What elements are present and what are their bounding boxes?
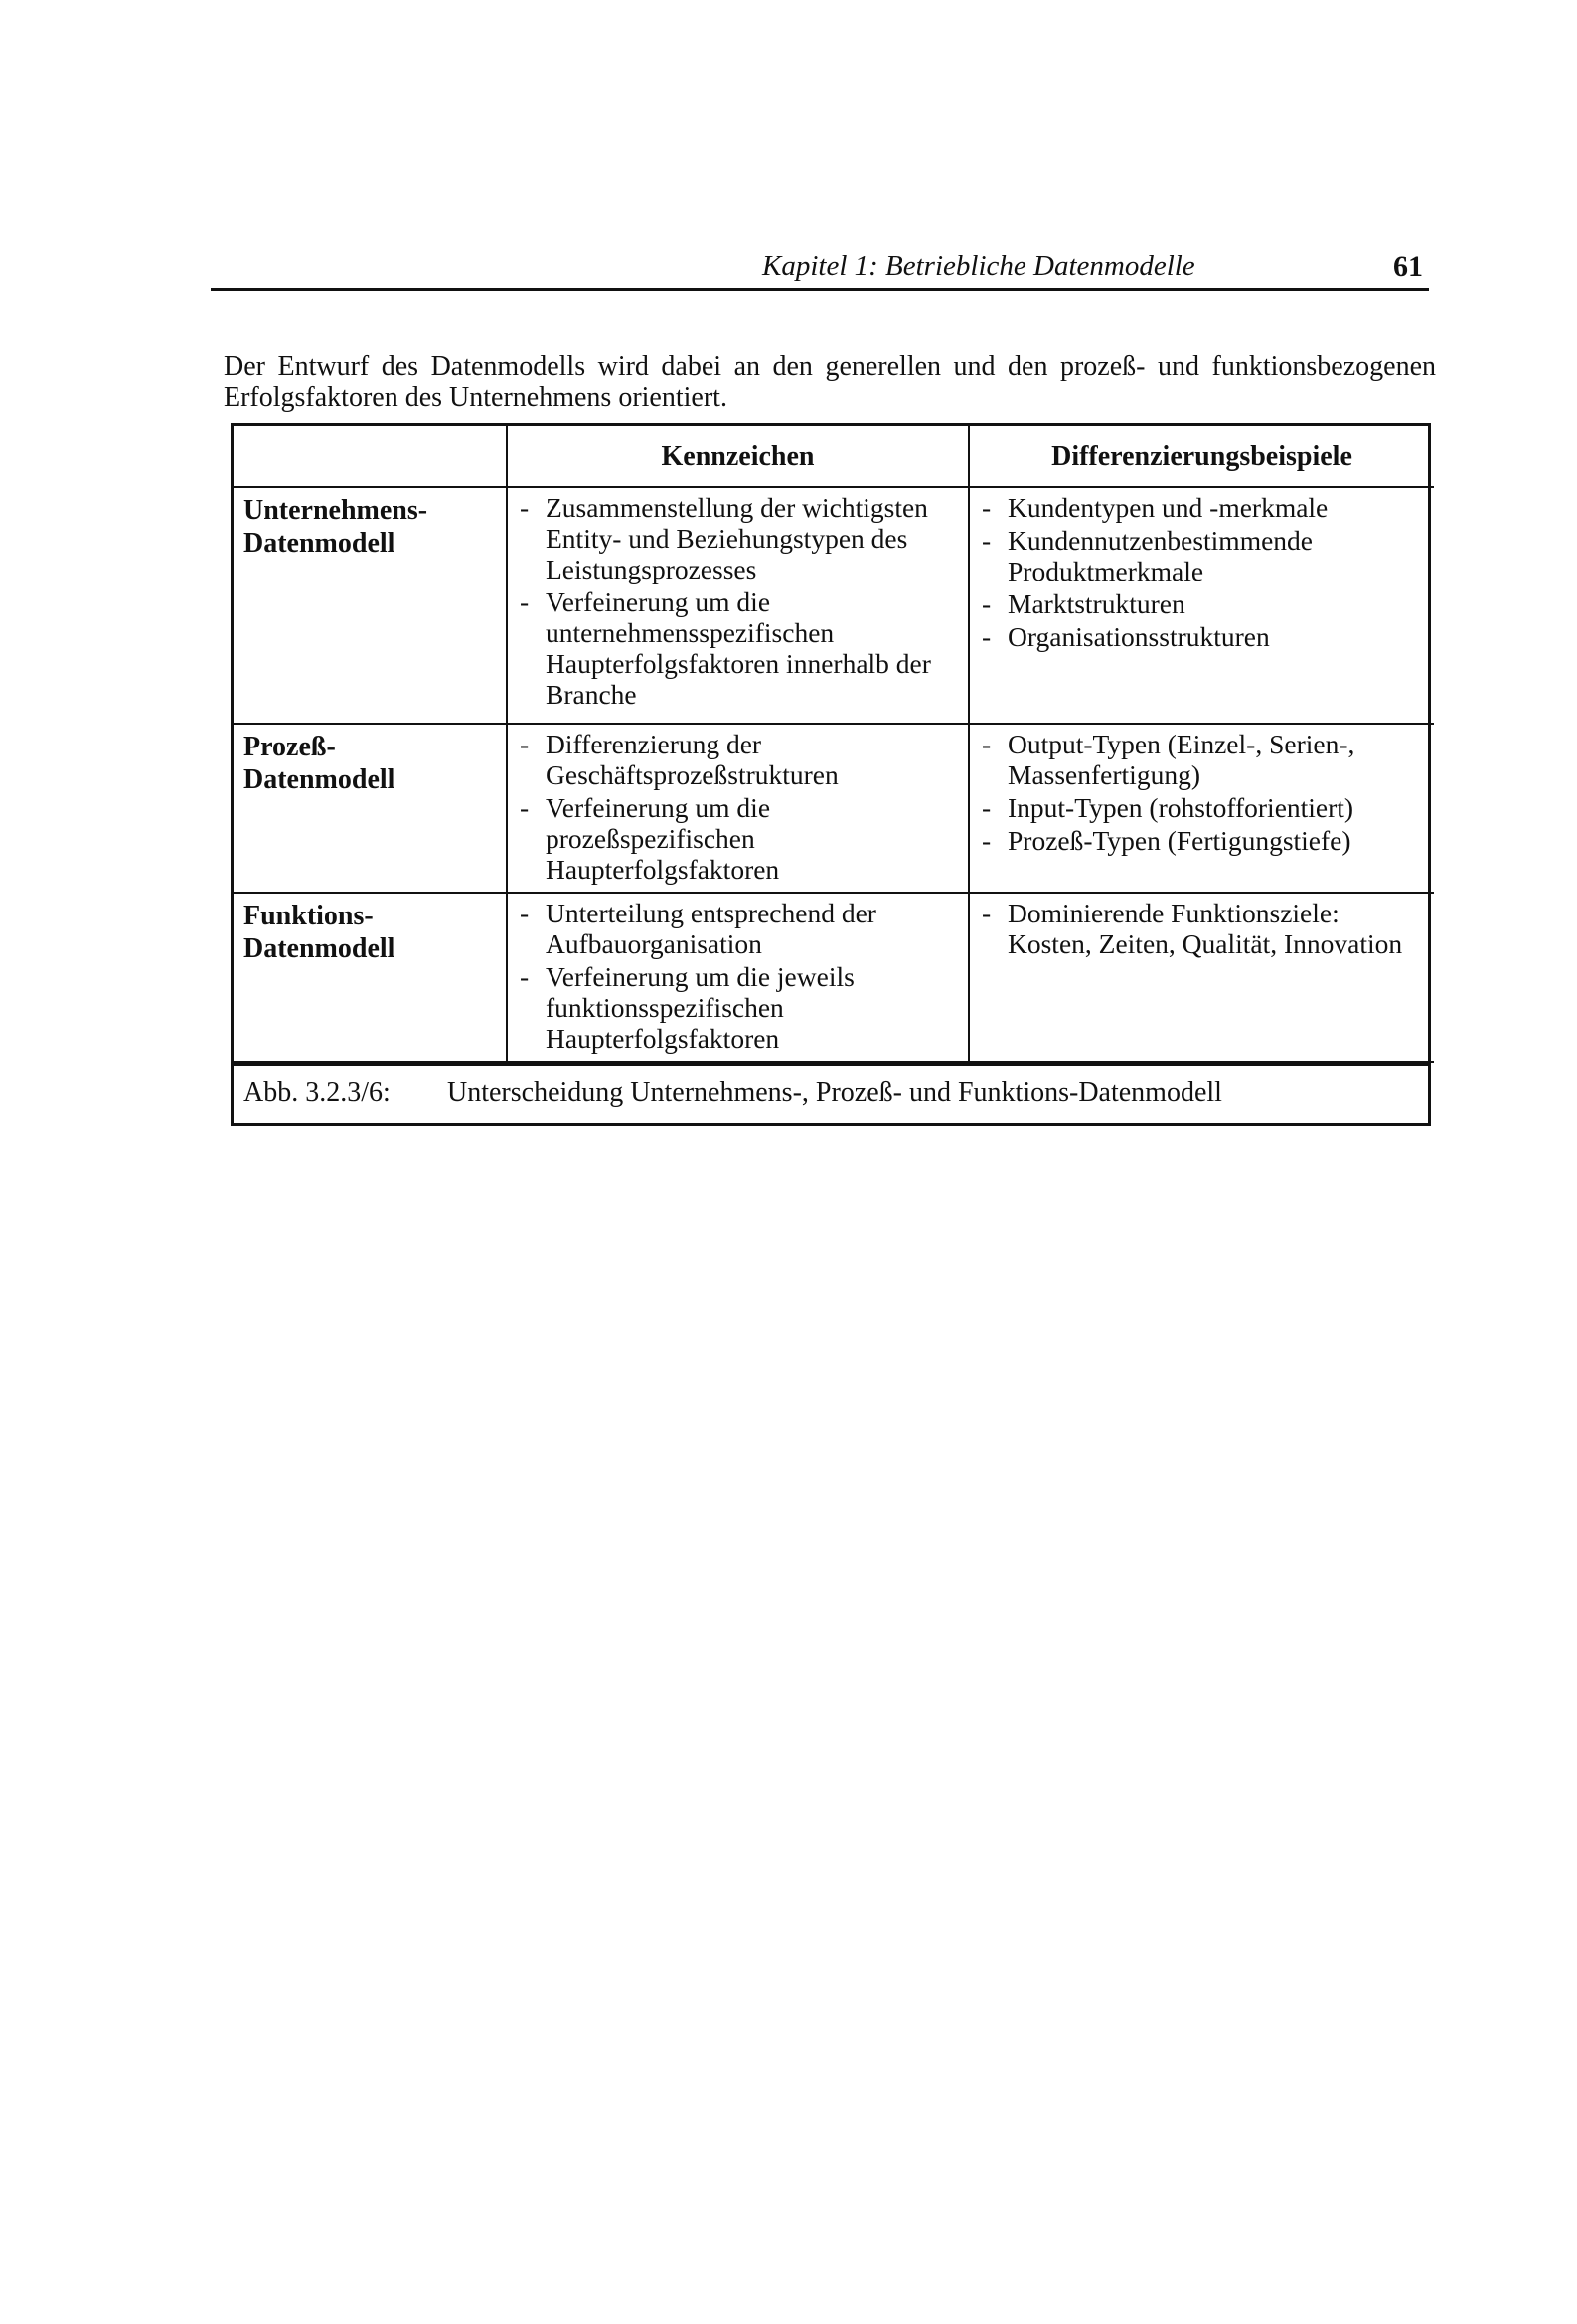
list-item: - Differenzierung der Geschäftsprozeßstrukturen — [516, 729, 960, 790]
kennzeichen-cell — [507, 724, 969, 893]
row-label-text: Unternehmens-Datenmodell — [243, 495, 428, 559]
list-item: - Organisationsstrukturen — [978, 621, 1426, 652]
list-item: - Kundentypen und -merkmale — [978, 492, 1426, 523]
beispiele-list — [978, 729, 1426, 856]
beispiele-cell — [969, 893, 1434, 1062]
beispiele-cell — [969, 724, 1434, 893]
list-item: - Verfeinerung um die jeweils funktionsspezifischen Haupterfolgsfaktoren — [516, 961, 960, 1054]
beispiele-cell — [969, 487, 1434, 724]
kennzeichen-list — [516, 898, 960, 1054]
kennzeichen-cell — [507, 487, 969, 724]
list-item: - Prozeß-Typen (Fertigungstiefe) — [978, 825, 1426, 856]
page-number: 61 — [1393, 250, 1423, 283]
header-cell-empty — [234, 426, 507, 487]
list-item: - Marktstrukturen — [978, 588, 1426, 619]
table-row — [234, 893, 1434, 1062]
running-header — [211, 250, 1429, 291]
beispiele-list — [978, 898, 1426, 959]
row-label-funktions-datenmodell — [234, 893, 507, 1062]
chapter-title: Kapitel 1: Betriebliche Datenmodelle — [762, 250, 1195, 282]
figure-caption-text: Unterscheidung Unternehmens-, Prozeß- und Funktions-Datenmodell — [447, 1078, 1222, 1108]
table-row — [234, 724, 1434, 893]
beispiele-list — [978, 492, 1426, 652]
list-item: - Dominierende Funktionsziele: Kosten, Zeiten, Qualität, Innovation — [978, 898, 1426, 959]
header-kennzeichen: Kennzeichen — [507, 426, 969, 487]
list-item: - Output-Typen (Einzel-, Serien-, Massenfertigung) — [978, 729, 1426, 790]
kennzeichen-list — [516, 492, 960, 710]
row-label-prozess-datenmodell — [234, 724, 507, 893]
list-item: - Kundennutzenbestimmende Produktmerkmale — [978, 525, 1426, 586]
figure-number: Abb. 3.2.3/6: — [243, 1078, 391, 1108]
figure-caption — [234, 1063, 1428, 1123]
table-header-row — [234, 426, 1434, 487]
header-differenzierungsbeispiele: Differenzierungsbeispiele — [969, 426, 1434, 487]
comparison-table — [234, 426, 1434, 1063]
list-item: - Unterteilung entsprechend der Aufbauorganisation — [516, 898, 960, 959]
comparison-table-figure — [231, 423, 1431, 1126]
intro-paragraph: Der Entwurf des Datenmodells wird dabei an den generellen und den prozeß- und funktionsbezogenen Erfolgsfaktoren des Unternehmens orientiert. — [224, 351, 1436, 413]
list-item: - Verfeinerung um die unternehmensspezifischen Haupterfolgsfaktoren innerhalb der Branche — [516, 586, 960, 710]
list-item: - Zusammenstellung der wichtigsten Entity- und Beziehungstypen des Leistungsprozesses — [516, 492, 960, 584]
list-item: - Input-Typen (rohstofforientiert) — [978, 792, 1426, 823]
list-item: - Verfeinerung um die prozeßspezifischen Haupterfolgsfaktoren — [516, 792, 960, 885]
table-row — [234, 487, 1434, 724]
row-label-text: Prozeß-Datenmodell — [243, 732, 395, 795]
row-label-unternehmens-datenmodell — [234, 487, 507, 724]
kennzeichen-list — [516, 729, 960, 885]
row-label-text: Funktions-Datenmodell — [243, 901, 395, 964]
kennzeichen-cell — [507, 893, 969, 1062]
